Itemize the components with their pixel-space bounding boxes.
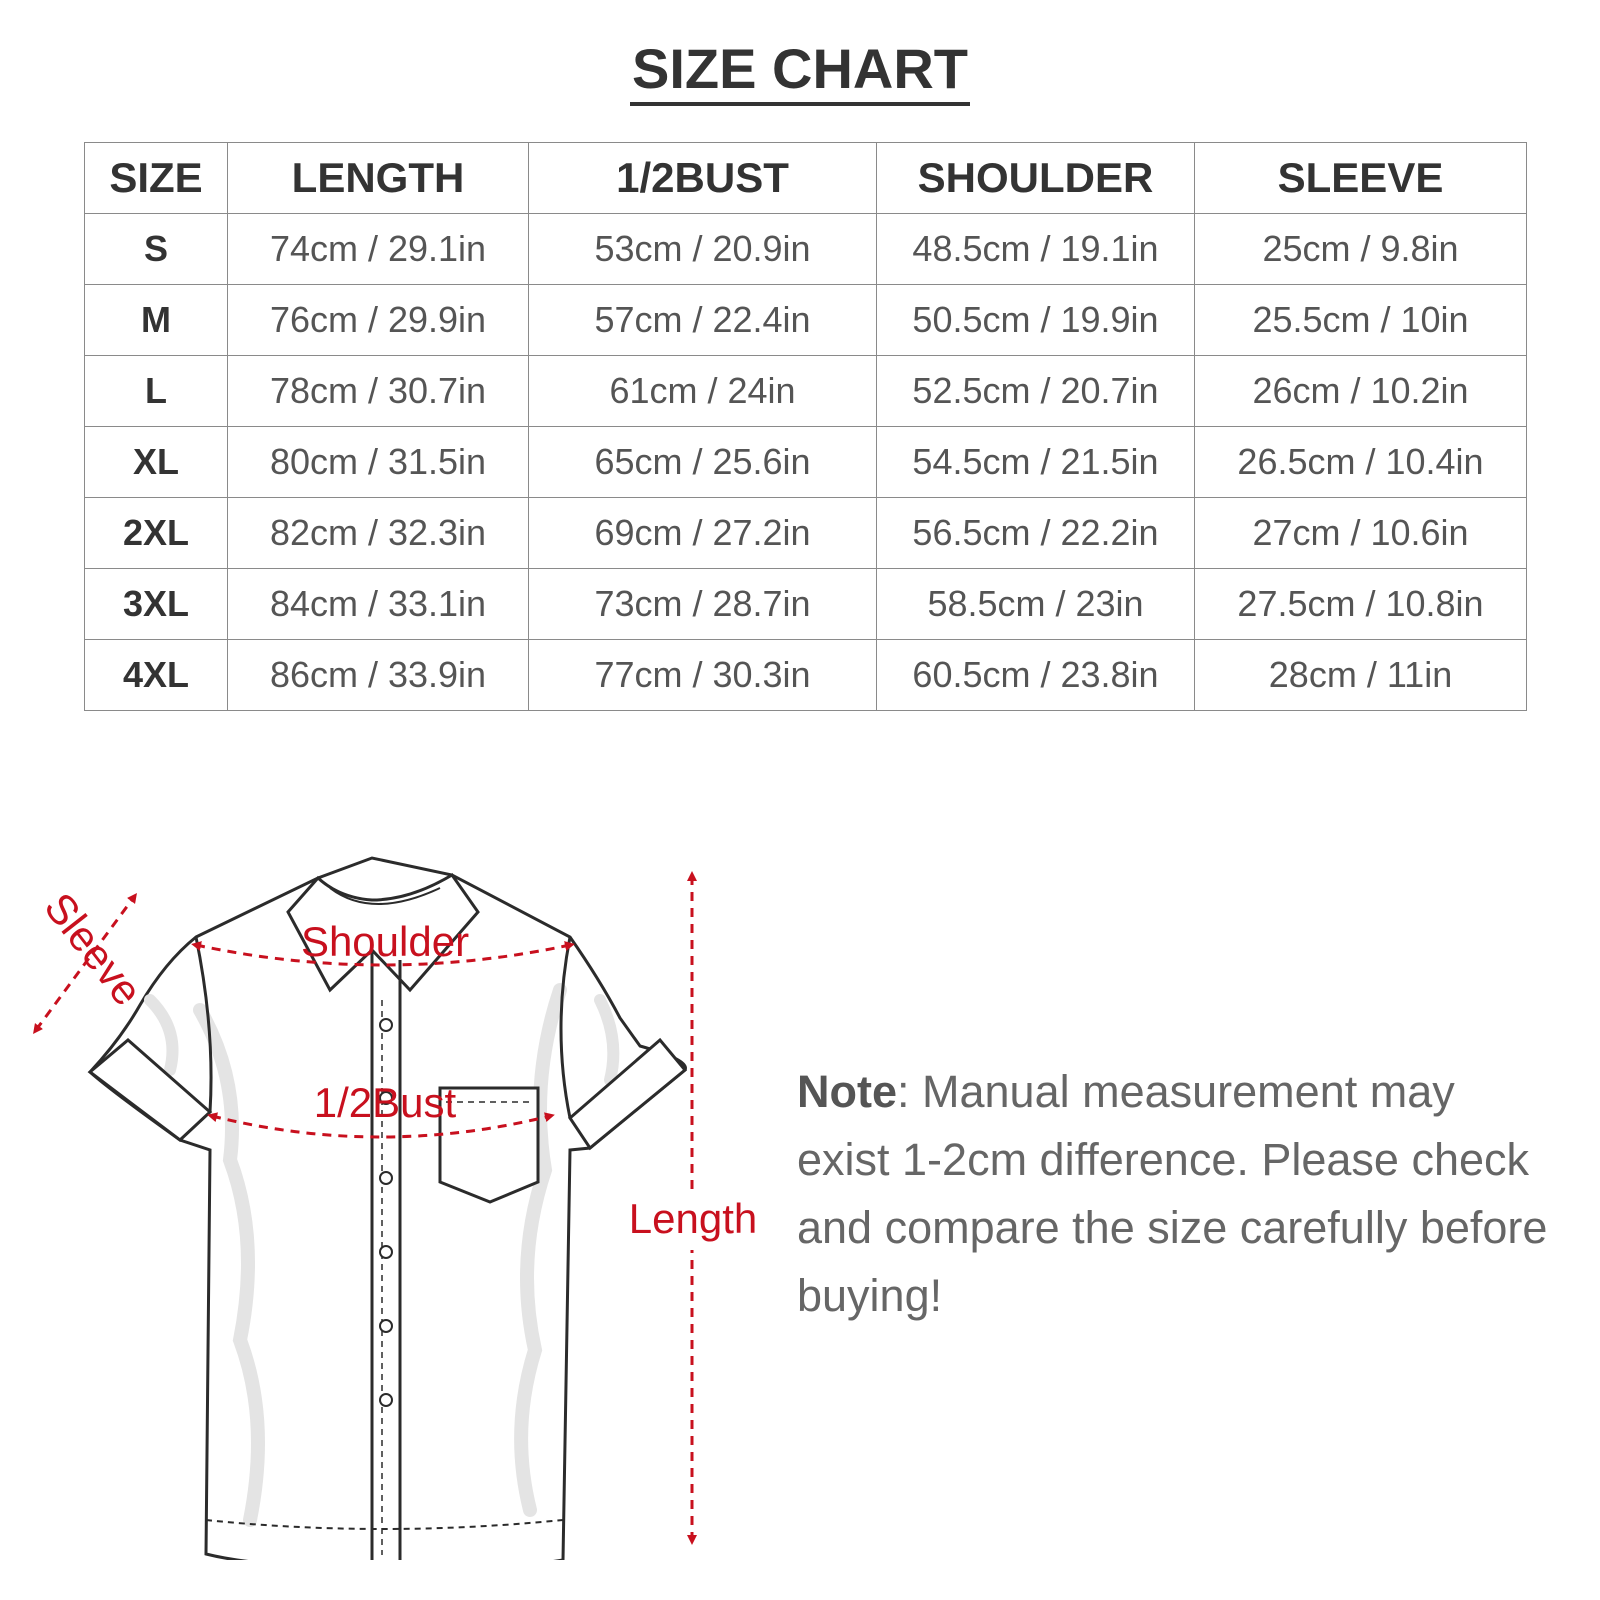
- shirt-measurement-diagram: [0, 820, 780, 1560]
- title-text: SIZE CHART: [630, 37, 970, 106]
- header-length: LENGTH: [228, 143, 529, 214]
- note-text: [797, 1058, 1557, 1330]
- bust-cell: 53cm / 20.9in: [529, 214, 877, 285]
- shoulder-cell: 48.5cm / 19.1in: [877, 214, 1195, 285]
- size-cell: L: [85, 356, 228, 427]
- note-label: Note: [797, 1066, 897, 1117]
- note-body: : Manual measurement may exist 1-2cm difference. Please check and compare the size carefully before buying!: [797, 1066, 1548, 1321]
- button: [380, 1394, 392, 1406]
- table-header-row: [85, 143, 1527, 214]
- table-row: [85, 640, 1527, 711]
- table-row: [85, 214, 1527, 285]
- shoulder-cell: 58.5cm / 23in: [877, 569, 1195, 640]
- length-cell: 80cm / 31.5in: [228, 427, 529, 498]
- bust-cell: 77cm / 30.3in: [529, 640, 877, 711]
- sleeve-label: Sleeve: [35, 884, 152, 1015]
- button: [380, 1246, 392, 1258]
- length-cell: 76cm / 29.9in: [228, 285, 529, 356]
- header-size: SIZE: [85, 143, 228, 214]
- table-row: [85, 285, 1527, 356]
- sleeve-cell: 25.5cm / 10in: [1195, 285, 1527, 356]
- size-cell: M: [85, 285, 228, 356]
- sleeve-cell: 26cm / 10.2in: [1195, 356, 1527, 427]
- bust-cell: 57cm / 22.4in: [529, 285, 877, 356]
- bust-cell: 65cm / 25.6in: [529, 427, 877, 498]
- table-row: [85, 356, 1527, 427]
- header-shoulder: SHOULDER: [877, 143, 1195, 214]
- length-cell: 82cm / 32.3in: [228, 498, 529, 569]
- sleeve-cell: 27.5cm / 10.8in: [1195, 569, 1527, 640]
- page-title: [0, 36, 1600, 101]
- shoulder-cell: 52.5cm / 20.7in: [877, 356, 1195, 427]
- shoulder-cell: 56.5cm / 22.2in: [877, 498, 1195, 569]
- bust-cell: 69cm / 27.2in: [529, 498, 877, 569]
- header-bust: 1/2BUST: [529, 143, 877, 214]
- sleeve-cell: 25cm / 9.8in: [1195, 214, 1527, 285]
- shoulder-cell: 54.5cm / 21.5in: [877, 427, 1195, 498]
- bust-cell: 61cm / 24in: [529, 356, 877, 427]
- sleeve-cell: 26.5cm / 10.4in: [1195, 427, 1527, 498]
- shoulder-cell: 60.5cm / 23.8in: [877, 640, 1195, 711]
- table-row: [85, 569, 1527, 640]
- size-cell: 3XL: [85, 569, 228, 640]
- size-cell: 2XL: [85, 498, 228, 569]
- size-table: [84, 142, 1527, 711]
- button: [380, 1320, 392, 1332]
- table-row: [85, 498, 1527, 569]
- sleeve-cell: 28cm / 11in: [1195, 640, 1527, 711]
- header-sleeve: SLEEVE: [1195, 143, 1527, 214]
- shoulder-cell: 50.5cm / 19.9in: [877, 285, 1195, 356]
- sleeve-cell: 27cm / 10.6in: [1195, 498, 1527, 569]
- length-label: Length: [628, 1195, 758, 1242]
- bust-cell: 73cm / 28.7in: [529, 569, 877, 640]
- length-cell: 86cm / 33.9in: [228, 640, 529, 711]
- length-cell: 78cm / 30.7in: [228, 356, 529, 427]
- size-cell: 4XL: [85, 640, 228, 711]
- bust-label: 1/2Bust: [313, 1079, 457, 1126]
- button: [380, 1019, 392, 1031]
- shoulder-label: Shoulder: [300, 918, 470, 965]
- table-row: [85, 427, 1527, 498]
- size-cell: XL: [85, 427, 228, 498]
- length-cell: 84cm / 33.1in: [228, 569, 529, 640]
- button: [380, 1172, 392, 1184]
- size-cell: S: [85, 214, 228, 285]
- length-cell: 74cm / 29.1in: [228, 214, 529, 285]
